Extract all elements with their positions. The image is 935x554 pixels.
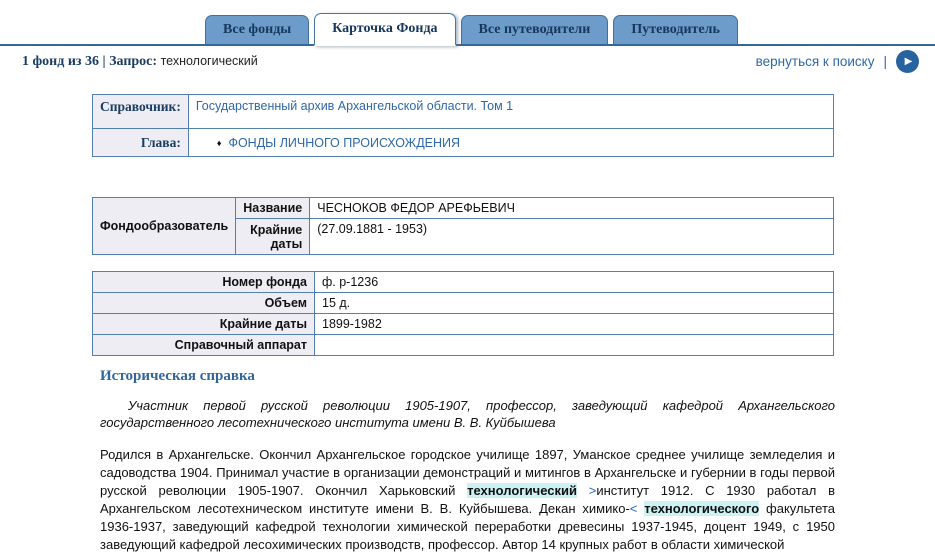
chapter-value-link[interactable]: ФОНДЫ ЛИЧНОГО ПРОИСХОЖДЕНИЯ bbox=[228, 135, 461, 150]
fond-number-label: Номер фонда bbox=[93, 272, 315, 293]
creator-table bbox=[92, 197, 834, 255]
creator-name-value: ЧЕСНОКОВ ФЕДОР АРЕФЬЕВИЧ bbox=[310, 198, 834, 219]
table-row bbox=[93, 335, 834, 356]
play-icon: ▶ bbox=[904, 56, 913, 67]
lead-paragraph: Участник первой русской революции 1905-1907, профессор, заведующий кафедрой Архангельского государственного лесотехнического института имени В. В. Куйбышева bbox=[100, 398, 835, 430]
body-text: институт 1912. С 1930 работал в Архангельском лесотехническом институте имени В. В. Куйбышева. Декан химико- bbox=[100, 483, 835, 516]
main-content bbox=[0, 94, 935, 554]
table-row bbox=[93, 314, 834, 335]
creator-group-label: Фондообразователь bbox=[93, 198, 236, 255]
creator-dates-value: (27.09.1881 - 1953) bbox=[310, 219, 834, 255]
tab-all-guides[interactable]: Все путеводители bbox=[461, 15, 609, 44]
creator-name-label: Название bbox=[236, 198, 310, 219]
fond-dates-value: 1899-1982 bbox=[315, 314, 834, 335]
chapter-cell bbox=[188, 129, 833, 157]
historical-note-section bbox=[100, 368, 835, 554]
fond-reference-apparatus-label: Справочный аппарат bbox=[93, 335, 315, 356]
table-row bbox=[93, 95, 834, 129]
tab-all-fonds[interactable]: Все фонды bbox=[205, 15, 309, 44]
result-actions bbox=[756, 50, 927, 73]
search-match-highlight: технологического bbox=[644, 501, 760, 516]
fond-dates-label: Крайние даты bbox=[93, 314, 315, 335]
result-bar bbox=[0, 46, 935, 76]
tab-guide[interactable]: Путеводитель bbox=[613, 15, 738, 44]
reference-table bbox=[92, 94, 834, 157]
back-to-search-link[interactable]: вернуться к поиску bbox=[755, 54, 875, 69]
forward-button[interactable] bbox=[896, 50, 919, 73]
body-text: Родился в Архангельске. Окончил Архангельское городское училище 1897, Уманское среднее училище земледелия и садоводства 1904. Принимал участие в организации демонстраций и митингов в Архангельске и губернии в годы первой русской революции 1905-1907. Окончил Харьковский bbox=[100, 447, 835, 498]
body-text: факультета 1936-1937, заведующий кафедрой технологии химической переработки древесины 1937-1945, доцент 1949, с 1950 заведующий кафедрой лесохимических производств, профессор. Автор 14 крупных работ в области химической bbox=[100, 501, 835, 552]
table-row bbox=[93, 293, 834, 314]
table-row bbox=[93, 272, 834, 293]
tab-strip bbox=[0, 0, 935, 46]
query-value: технологический bbox=[160, 53, 258, 68]
fond-reference-apparatus-value bbox=[315, 335, 834, 356]
fond-number-value: ф. р-1236 bbox=[315, 272, 834, 293]
match-marker-next: > bbox=[588, 483, 597, 498]
section-title: Историческая справка bbox=[100, 368, 255, 384]
query-label: Запрос: bbox=[109, 53, 158, 69]
table-row bbox=[93, 198, 834, 219]
fond-volume-value: 15 д. bbox=[315, 293, 834, 314]
body-paragraph bbox=[100, 446, 835, 554]
diamond-bullet-icon: ♦ bbox=[216, 137, 222, 148]
result-count: 1 фонд из 36 bbox=[22, 53, 100, 69]
match-marker-prev: < bbox=[629, 501, 638, 516]
reference-label: Справочник: bbox=[93, 95, 189, 129]
separator: | bbox=[883, 54, 887, 69]
reference-value-link[interactable]: Государственный архив Архангельской области. Том 1 bbox=[188, 95, 833, 129]
separator: | bbox=[102, 53, 106, 69]
search-match-highlight: технологический bbox=[467, 483, 578, 498]
fond-details-table bbox=[92, 271, 834, 356]
creator-dates-label: Крайние даты bbox=[236, 219, 310, 255]
chapter-label: Глава: bbox=[93, 129, 189, 157]
fond-volume-label: Объем bbox=[93, 293, 315, 314]
result-summary bbox=[22, 54, 258, 70]
tab-fond-card[interactable]: Карточка Фонда bbox=[314, 13, 455, 46]
table-row bbox=[93, 129, 834, 157]
